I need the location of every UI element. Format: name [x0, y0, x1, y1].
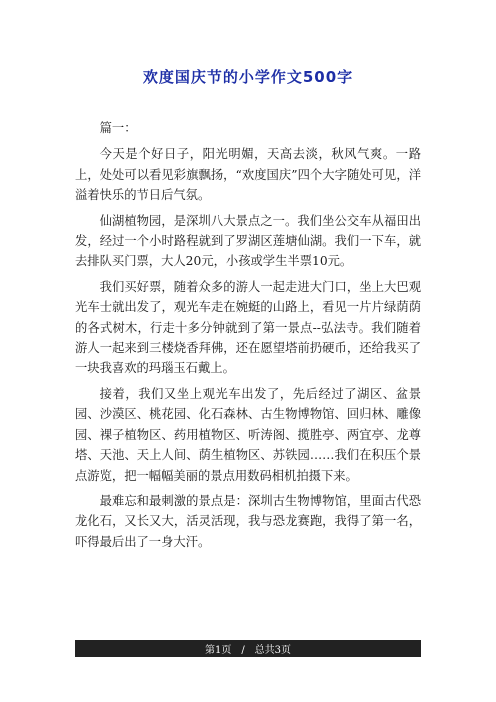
section-label: 篇一： — [99, 121, 137, 135]
document-body — [75, 118, 421, 557]
page-footer — [75, 640, 421, 657]
document-title: 欢度国庆节的小学作文500字 — [142, 68, 354, 86]
page-indicator: 第1页 / 总共3页 — [204, 645, 292, 656]
paragraph: 仙湖植物园，是深圳八大景点之一。我们坐公交车从福田出发，经过一个小时路程就到了罗湖区莲塘仙湖。我们一下车，就去排队买门票，大人20元，小孩或学生半票10元。 — [75, 213, 421, 269]
paragraph: 我们买好票，随着众多的游人一起走进大门口，坐上大巴观光车士就出发了，观光车走在婉蜓的山路上，看见一片片绿荫荫的各式树木，行走十多分钟就到了第一景点--弘法寺。我们随着游人一起来到三楼烧香拜佛，还在愿望塔前扔硬币，还给我买了一块我喜欢的玛瑙玉石戴上。 — [75, 279, 421, 376]
paragraph: 接着，我们又坐上观光车出发了，先后经过了湖区、盆景园、沙漠区、桃花园、化石森林、古生物博物馆、回归林、雕像园、裸子植物区、药用植物区、听涛阁、揽胜亭、两宜亭、龙尊塔、天池、天上人间、荫生植物区、苏铁园……我们在积压个景点游览，把一幅幅美丽的景点用数码相机拍摄下来。 — [75, 386, 421, 483]
paragraph: 今天是个好日子，阳光明媚，天高去淡，秋风气爽。一路上，处处可以看见彩旗飘扬，“欢度国庆”四个大字随处可见，洋溢着快乐的节日后气氛。 — [75, 147, 421, 203]
paragraph: 最难忘和最刺激的景点是：深圳古生物博物馆，里面古代恐龙化石，又长又大，活灵活现，我与恐龙赛跑，我得了第一名，吓得最后出了一身大汗。 — [75, 493, 421, 549]
